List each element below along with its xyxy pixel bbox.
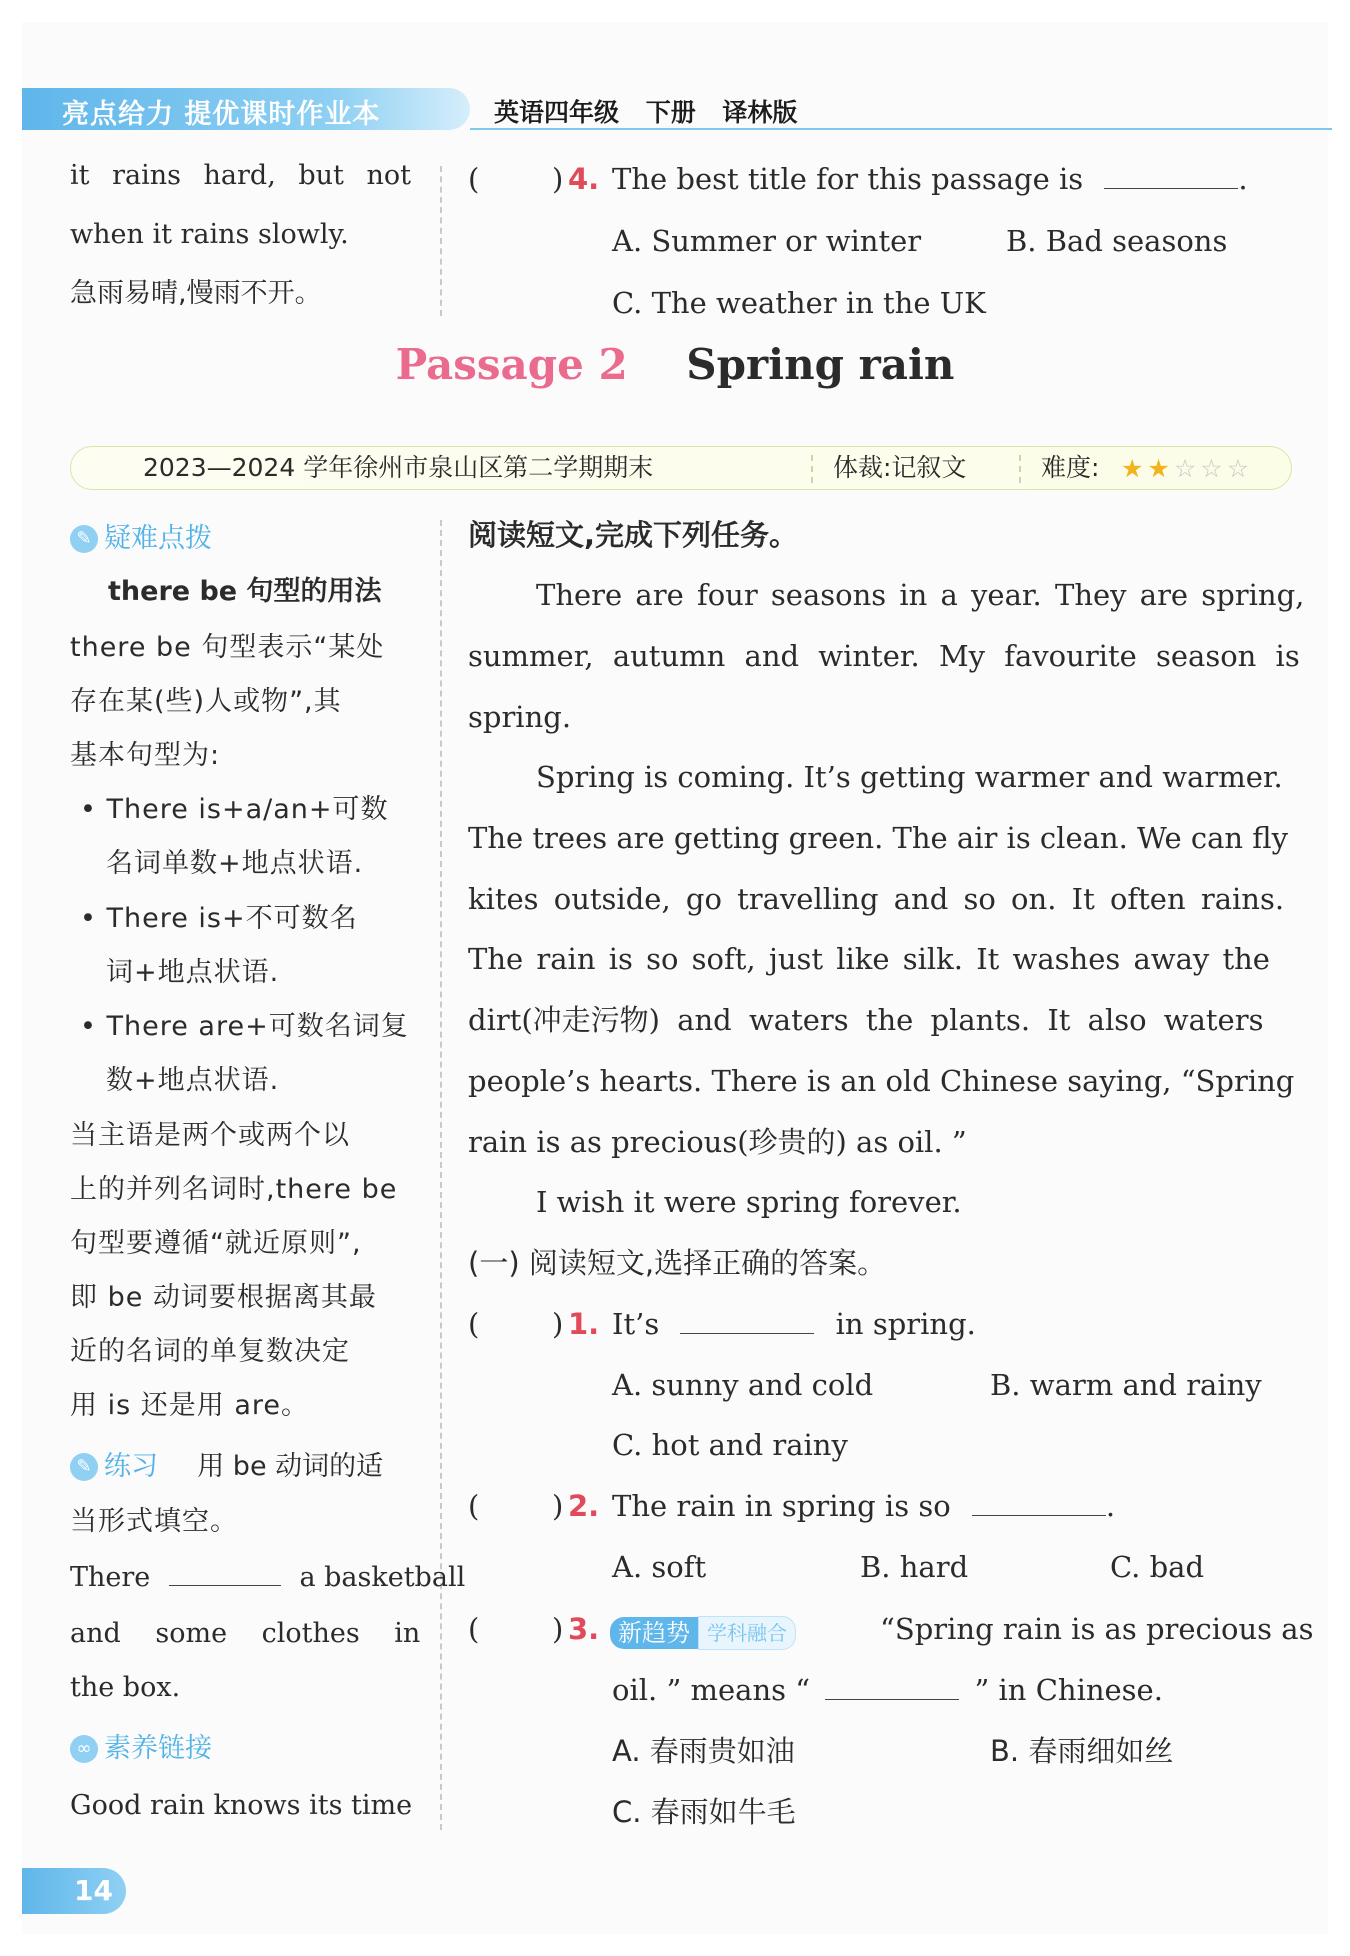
q3-option-a[interactable]: A. 春雨贵如油 <box>612 1734 795 1768</box>
info-strip <box>70 446 1292 490</box>
practice-text: a basketball <box>299 1562 466 1593</box>
star-empty-icon: ☆ <box>1226 454 1254 483</box>
practice-label: 练习 <box>104 1451 158 1482</box>
tip-title: 疑难点拨 <box>104 523 212 554</box>
q1-paren-open: ( <box>468 1307 480 1341</box>
info-difficulty-label: 难度: <box>1041 453 1100 482</box>
q3-text-line-1: “Spring rain is as precious as <box>880 1612 1314 1646</box>
star-filled-icon: ★ <box>1147 454 1174 483</box>
q2-text: The rain in spring is so <box>612 1489 951 1523</box>
q4-question <box>612 162 1248 197</box>
q3-paren-open: ( <box>468 1612 480 1646</box>
info-genre: 体裁:记叙文 <box>833 453 967 482</box>
passage-line: dirt(冲走污物) and waters the plants. It also waters <box>468 1003 1264 1037</box>
q3-text: ” in Chinese. <box>974 1673 1163 1707</box>
grammar-line: • There are+可数名词复 <box>80 1011 409 1042</box>
q3-badges <box>610 1614 796 1650</box>
q4-end: . <box>1238 162 1248 196</box>
q1-paren-close: ) <box>552 1307 564 1341</box>
grammar-title: there be 句型的用法 <box>108 576 382 607</box>
q3-option-b[interactable]: B. 春雨细如丝 <box>990 1734 1174 1768</box>
top-left-line-3: 急雨易晴,慢雨不开。 <box>70 278 322 309</box>
q3-text-line-2 <box>612 1673 1163 1708</box>
q2-option-a[interactable]: A. soft <box>612 1550 707 1584</box>
new-trend-badge: 新趋势 <box>610 1617 698 1649</box>
passage-line: summer, autumn and winter. My favourite season is <box>468 639 1300 673</box>
grammar-line: there be 句型表示“某处 <box>70 632 385 663</box>
reading-instruction: 阅读短文,完成下列任务。 <box>468 518 799 552</box>
grammar-line: 近的名词的单复数决定 <box>70 1336 350 1367</box>
practice-answer-blank[interactable] <box>169 1562 281 1586</box>
q4-paren-open: ( <box>468 162 480 196</box>
info-divider-1 <box>811 455 813 483</box>
tip-icon: ✎ <box>70 525 98 553</box>
q2-paren-open: ( <box>468 1489 480 1523</box>
practice-heading <box>70 1448 383 1483</box>
q2-answer-blank[interactable] <box>972 1492 1106 1516</box>
q1-number: 1. <box>568 1307 600 1341</box>
grammar-line: 当主语是两个或两个以 <box>70 1120 350 1151</box>
passage-line: I wish it were spring forever. <box>536 1185 962 1219</box>
passage-heading <box>0 340 1350 389</box>
star-empty-icon: ☆ <box>1200 454 1227 483</box>
grammar-line: 基本句型为: <box>70 740 221 771</box>
link-icon: ∞ <box>70 1735 98 1763</box>
q3-answer-blank[interactable] <box>825 1676 959 1700</box>
q4-paren-close: ) <box>552 162 564 196</box>
q2-option-c[interactable]: C. bad <box>1110 1550 1205 1584</box>
top-left-line-1: it rains hard, but not <box>70 160 411 191</box>
q1-answer-blank[interactable] <box>680 1310 814 1334</box>
q4-question-text: The best title for this passage is <box>612 162 1084 196</box>
q2-option-b[interactable]: B. hard <box>860 1550 969 1584</box>
link-title: 素养链接 <box>104 1733 212 1764</box>
q1-option-b[interactable]: B. warm and rainy <box>990 1368 1262 1402</box>
q4-option-c[interactable]: C. The weather in the UK <box>612 286 986 320</box>
passage-line: people’s hearts. There is an old Chinese saying, “Spring <box>468 1064 1295 1098</box>
grammar-line: 即 be 动词要根据离其最 <box>70 1282 377 1313</box>
star-empty-icon: ☆ <box>1173 454 1201 483</box>
q1-text: in spring. <box>835 1307 976 1341</box>
grammar-line: 数+地点状语. <box>106 1065 280 1096</box>
passage-line: rain is as precious(珍贵的) as oil. ” <box>468 1125 967 1159</box>
q2-paren-close: ) <box>552 1489 564 1523</box>
top-left-line-2: when it rains slowly. <box>70 219 349 250</box>
practice-instruction-2: 当形式填空。 <box>70 1506 238 1537</box>
q2-number: 2. <box>568 1489 600 1523</box>
info-divider-2 <box>1019 455 1021 483</box>
q3-number: 3. <box>568 1612 600 1646</box>
grammar-line: 名词单数+地点状语. <box>106 848 364 879</box>
q1-text: It’s <box>612 1307 660 1341</box>
q4-number: 4. <box>568 162 600 196</box>
column-divider-main <box>440 520 442 1830</box>
q2-question <box>612 1489 1115 1524</box>
link-heading <box>70 1730 212 1765</box>
passage-line: spring. <box>468 700 572 734</box>
practice-exercise-line-1 <box>70 1562 465 1594</box>
practice-instruction-1: 用 be 动词的适 <box>197 1451 384 1482</box>
q4-option-b[interactable]: B. Bad seasons <box>1006 224 1228 258</box>
column-divider-top <box>440 166 442 316</box>
passage-line: The rain is so soft, just like silk. It washes away the <box>468 942 1270 976</box>
passage-label: Passage 2 <box>395 340 628 389</box>
header-brand: 亮点给力 提优课时作业本 <box>62 99 381 130</box>
questions-part-title: (一) 阅读短文,选择正确的答案。 <box>468 1246 887 1280</box>
q3-option-c[interactable]: C. 春雨如牛毛 <box>612 1795 796 1829</box>
star-filled-icon: ★ <box>1121 454 1148 483</box>
practice-exercise-line-3: the box. <box>70 1672 181 1703</box>
q4-option-a[interactable]: A. Summer or winter <box>612 224 922 258</box>
passage-line: The trees are getting green. The air is clean. We can fly <box>468 821 1288 855</box>
q3-paren-close: ) <box>552 1612 564 1646</box>
practice-exercise-line-2: and some clothes in <box>70 1618 421 1649</box>
header-rule <box>470 128 1332 130</box>
practice-text: There <box>70 1562 151 1593</box>
passage-title: Spring rain <box>686 340 955 389</box>
subject-fusion-badge: 学科融合 <box>698 1616 796 1650</box>
difficulty-rating <box>1121 454 1253 483</box>
q4-answer-blank[interactable] <box>1104 165 1238 189</box>
info-source: 2023—2024 学年徐州市泉山区第二学期期末 <box>143 453 654 482</box>
q2-end: . <box>1105 1489 1116 1523</box>
grammar-line: • There is+不可数名 <box>80 903 358 934</box>
passage-line: There are four seasons in a year. They are spring, <box>536 578 1305 612</box>
grammar-line: • There is+a/an+可数 <box>80 794 389 825</box>
link-text: Good rain knows its time <box>70 1790 413 1821</box>
q1-option-a[interactable]: A. sunny and cold <box>612 1368 874 1402</box>
grammar-line: 上的并列名词时,there be <box>70 1174 398 1205</box>
tip-heading <box>70 520 212 555</box>
passage-line: Spring is coming. It’s getting warmer and warmer. <box>536 760 1283 794</box>
q1-question <box>612 1307 976 1342</box>
grammar-line: 句型要遵循“就近原则”, <box>70 1228 362 1259</box>
q3-text: oil. ” means “ <box>612 1673 811 1707</box>
grammar-line: 词+地点状语. <box>106 957 280 988</box>
q1-option-c[interactable]: C. hot and rainy <box>612 1428 848 1462</box>
header-book-info: 英语四年级 下册 译林版 <box>494 98 798 127</box>
grammar-line: 存在某(些)人或物”,其 <box>70 686 342 717</box>
grammar-line: 用 is 还是用 are。 <box>70 1390 309 1421</box>
page-number: 14 <box>22 1868 126 1914</box>
passage-line: kites outside, go travelling and so on. It often rains. <box>468 882 1285 916</box>
pencil-icon: ✎ <box>70 1453 98 1481</box>
